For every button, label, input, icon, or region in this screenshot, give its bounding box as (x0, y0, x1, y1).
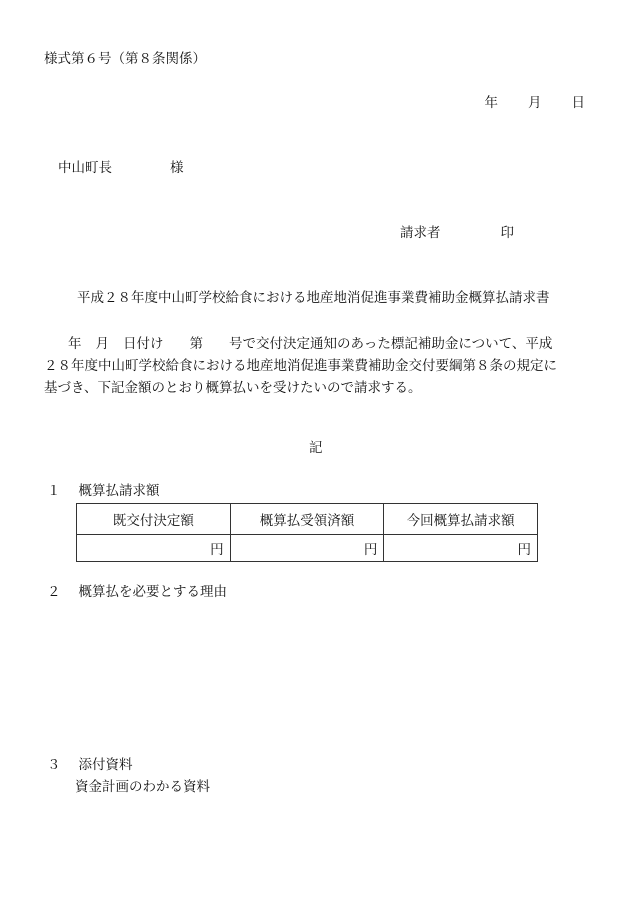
section-1-heading (47, 485, 160, 499)
requested-amount-cell: 円 (384, 535, 538, 562)
amount-table (76, 503, 538, 562)
date-month-label: 月 (528, 95, 542, 111)
document-title: 平成２８年度中山町学校給食における地産地消促進事業費補助金概算払請求書 (77, 290, 550, 306)
addressee-name: 中山町長 (58, 160, 112, 176)
section-3-number: ３ (47, 757, 61, 773)
ki-mark: 記 (309, 440, 323, 456)
date-day-label: 日 (571, 95, 585, 111)
section-1-title: 概算払請求額 (78, 483, 160, 499)
addressee (58, 162, 184, 176)
seal-mark: 印 (500, 225, 514, 241)
date-line (485, 97, 586, 111)
section-3-heading (47, 759, 133, 773)
table-header-row (77, 504, 538, 535)
form-number: 様式第６号（第８条関係） (44, 51, 206, 67)
table-row (77, 535, 538, 562)
section-1-number: １ (47, 483, 61, 499)
claimant (400, 227, 514, 241)
date-year-label: 年 (484, 95, 498, 111)
header-requested-amount: 今回概算払請求額 (384, 504, 538, 535)
section-2-title: 概算払を必要とする理由 (78, 584, 227, 600)
attachment-item: 資金計画のわかる資料 (75, 779, 210, 795)
decided-amount-cell: 円 (77, 535, 231, 562)
body-line-2: ２８年度中山町学校給食における地産地消促進事業費補助金交付要綱第８条の規定に (44, 358, 557, 374)
header-received-amount: 概算払受領済額 (230, 504, 384, 535)
body-text (44, 333, 604, 399)
received-amount-cell: 円 (230, 535, 384, 562)
body-line-3: 基づき、下記金額のとおり概算払いを受けたいので請求する。 (44, 380, 422, 396)
claimant-label: 請求者 (400, 225, 441, 241)
section-2-number: ２ (47, 584, 61, 600)
section-2-heading (47, 586, 227, 600)
section-3-title: 添付資料 (78, 757, 133, 773)
body-line-1: 年 月 日付け 第 号で交付決定通知のあった標記補助金について、平成 (68, 336, 553, 352)
addressee-honorific: 様 (170, 160, 184, 176)
header-decided-amount: 既交付決定額 (77, 504, 231, 535)
